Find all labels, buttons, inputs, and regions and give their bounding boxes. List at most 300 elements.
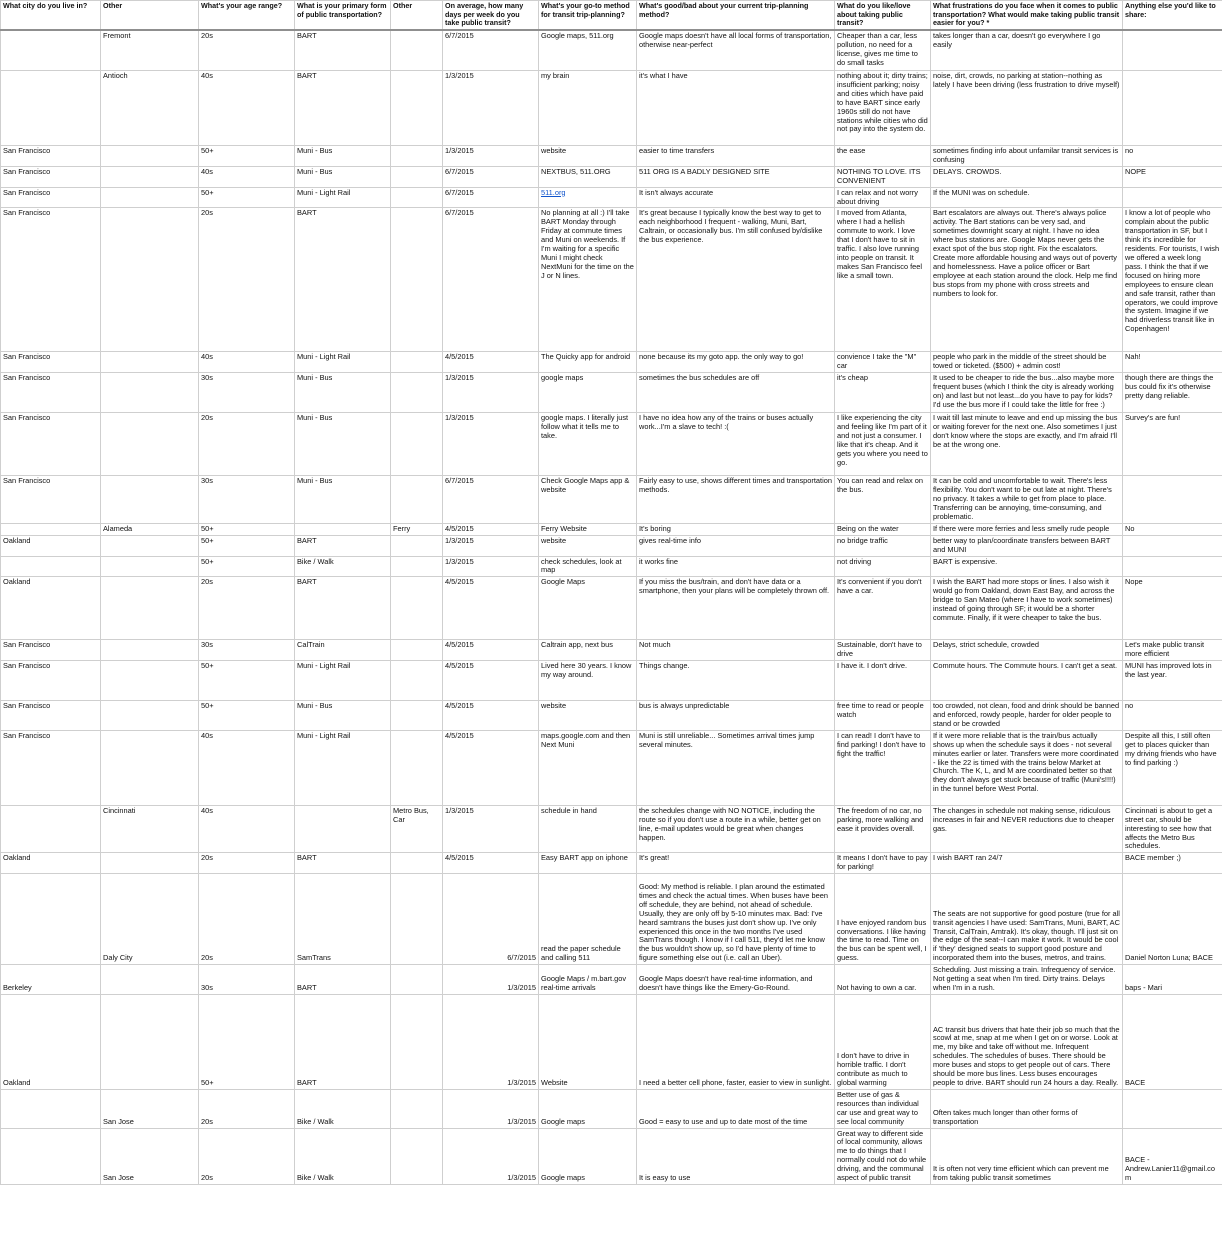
cell-like-love[interactable]: The freedom of no car, no parking, more walking and ease it provides overall. [835, 805, 931, 853]
cell-primary-transport[interactable]: Muni - Light Rail [295, 730, 391, 805]
cell-age-range[interactable]: 50+ [199, 994, 295, 1089]
cell-city-other[interactable] [101, 577, 199, 640]
cell-days-per-week[interactable]: 6/7/2015 [443, 874, 539, 965]
cell-planning-method[interactable]: Google Maps / m.bart.gov real-time arrivals [539, 965, 637, 995]
cell-planning-method[interactable]: schedule in hand [539, 805, 637, 853]
cell-anything-else[interactable] [1123, 187, 1222, 208]
cell-days-per-week[interactable]: 1/3/2015 [443, 146, 539, 167]
cell-primary-transport[interactable]: BART [295, 71, 391, 146]
header-good-bad[interactable]: What's good/bad about your current trip-planning method? [637, 1, 835, 31]
cell-days-per-week[interactable]: 1/3/2015 [443, 1089, 539, 1128]
cell-days-per-week[interactable]: 6/7/2015 [443, 476, 539, 524]
cell-city-other[interactable] [101, 994, 199, 1089]
cell-city-other[interactable] [101, 701, 199, 731]
cell-anything-else[interactable] [1123, 71, 1222, 146]
cell-city[interactable]: San Francisco [1, 476, 101, 524]
header-city-other[interactable]: Other [101, 1, 199, 31]
cell-like-love[interactable]: I have it. I don't drive. [835, 661, 931, 701]
cell-anything-else[interactable]: I know a lot of people who complain about the public transportation in SF, but I think it's incredible for residents. For tourists, I wish we offered a week long pass. I think the that if we focused on hiring more employees to ensure clean and safe transit, rather than operators, we could improve the system. Imagine if we had driverless transit like in Copenhagen! [1123, 208, 1222, 352]
cell-age-range[interactable]: 50+ [199, 661, 295, 701]
cell-age-range[interactable]: 20s [199, 208, 295, 352]
cell-planning-method[interactable]: Google maps, 511.org [539, 30, 637, 71]
cell-planning-method[interactable]: NEXTBUS, 511.ORG [539, 166, 637, 187]
cell-city-other[interactable]: Fremont [101, 30, 199, 71]
cell-planning-method[interactable]: check schedules, look at map [539, 556, 637, 577]
cell-days-per-week[interactable]: 1/3/2015 [443, 556, 539, 577]
cell-city[interactable] [1, 805, 101, 853]
cell-like-love[interactable]: I can read! I don't have to find parking! I don't have to fight the traffic! [835, 730, 931, 805]
table-row [1, 166, 1222, 187]
cell-anything-else[interactable]: no [1123, 146, 1222, 167]
cell-planning-method[interactable]: Google Maps [539, 577, 637, 640]
cell-frustrations[interactable]: If it were more reliable that is the train/bus actually shows up when the schedule says it does - not several minutes earlier or later. Transfers were more coordinated - like the 22 is timed with the trains below Market at Church. The K, L, and M are coordinated better so that they don't always get stuck because of traffic (Muni's!!!!) in the tunnel before West Portal. [931, 730, 1123, 805]
header-row [1, 1, 1222, 31]
cell-primary-transport[interactable]: BART [295, 535, 391, 556]
cell-city-other[interactable] [101, 661, 199, 701]
cell-like-love[interactable]: I moved from Atlanta, where I had a hellish commute to work. I love that I don't have to sit in traffic. I also love running into people on transit. It makes San Francisco feel like a small town. [835, 208, 931, 352]
cell-primary-transport[interactable]: Muni - Bus [295, 701, 391, 731]
cell-planning-method[interactable]: read the paper schedule and calling 511 [539, 874, 637, 965]
cell-like-love[interactable]: Not having to own a car. [835, 965, 931, 995]
cell-city[interactable]: Oakland [1, 994, 101, 1089]
cell-city-other[interactable] [101, 166, 199, 187]
cell-planning-method[interactable]: Website [539, 994, 637, 1089]
cell-city[interactable] [1, 556, 101, 577]
cell-age-range[interactable]: 20s [199, 874, 295, 965]
cell-good-bad[interactable]: 511 ORG IS A BADLY DESIGNED SITE [637, 166, 835, 187]
cell-good-bad[interactable]: easier to time transfers [637, 146, 835, 167]
header-age-range[interactable]: What's your age range? [199, 1, 295, 31]
cell-age-range[interactable]: 50+ [199, 701, 295, 731]
cell-like-love[interactable]: free time to read or people watch [835, 701, 931, 731]
table-row [1, 965, 1222, 995]
cell-age-range[interactable]: 50+ [199, 187, 295, 208]
cell-city-other[interactable] [101, 373, 199, 413]
cell-good-bad[interactable]: none because its my goto app. the only way to go! [637, 352, 835, 373]
cell-city[interactable]: San Francisco [1, 701, 101, 731]
cell-anything-else[interactable] [1123, 30, 1222, 71]
cell-transport-other[interactable] [391, 187, 443, 208]
cell-city[interactable] [1, 30, 101, 71]
cell-city-other[interactable] [101, 187, 199, 208]
cell-good-bad[interactable]: It is easy to use [637, 1128, 835, 1184]
cell-planning-method[interactable]: The Quicky app for android [539, 352, 637, 373]
cell-city[interactable]: San Francisco [1, 166, 101, 187]
cell-city[interactable]: San Francisco [1, 373, 101, 413]
cell-good-bad[interactable]: It's boring [637, 523, 835, 535]
cell-good-bad[interactable]: It's great because I typically know the best way to get to each neighborhood I frequent - walking, Muni, Bart, Caltrain, or occasionally bus. I'm still confused by/dislike the bus experience. [637, 208, 835, 352]
cell-age-range[interactable]: 50+ [199, 556, 295, 577]
cell-age-range[interactable]: 20s [199, 853, 295, 874]
cell-anything-else[interactable]: no [1123, 701, 1222, 731]
cell-days-per-week[interactable]: 1/3/2015 [443, 965, 539, 995]
cell-like-love[interactable]: Cheaper than a car, less pollution, no need for a license, gives me time to do small tasks [835, 30, 931, 71]
cell-transport-other[interactable] [391, 701, 443, 731]
cell-planning-method[interactable]: website [539, 701, 637, 731]
cell-frustrations[interactable]: I wish BART ran 24/7 [931, 853, 1123, 874]
cell-frustrations[interactable]: The changes in schedule not making sense, ridiculous increases in fair and NEVER reductions due to cheaper gas. [931, 805, 1123, 853]
cell-transport-other[interactable] [391, 661, 443, 701]
cell-anything-else[interactable]: BACE member ;) [1123, 853, 1222, 874]
cell-planning-method[interactable]: Caltrain app, next bus [539, 640, 637, 661]
cell-age-range[interactable]: 40s [199, 71, 295, 146]
cell-frustrations[interactable]: I wish the BART had more stops or lines. I also wish it would go from Oakland, down East Bay, and across the bridge to San Mateo (where I have to work sometimes) instead of going through SF; it would be a shorter commute. Finally, if it were cheaper to take the bus. [931, 577, 1123, 640]
cell-anything-else[interactable]: Daniel Norton Luna; BACE [1123, 874, 1222, 965]
cell-frustrations[interactable]: Bart escalators are always out. There's always police activity. The Bart stations can be very sad, and sometimes downright scary at night. I have no idea where bus stations are. Google Maps never gets the exact spot of the bus stop right. Fix the escalators. Create more affordable housing and ways out of poverty and homelessness. Have a police officer or Bart employee at each station around the clock. Help me find bus stops from my phone with cross streets and numbers to look for. [931, 208, 1123, 352]
cell-transport-other[interactable] [391, 71, 443, 146]
cell-days-per-week[interactable]: 6/7/2015 [443, 166, 539, 187]
cell-like-love[interactable]: NOTHING TO LOVE. ITS CONVENIENT [835, 166, 931, 187]
cell-anything-else[interactable]: Nah! [1123, 352, 1222, 373]
cell-primary-transport[interactable]: BART [295, 965, 391, 995]
cell-days-per-week[interactable]: 1/3/2015 [443, 413, 539, 476]
cell-transport-other[interactable] [391, 30, 443, 71]
cell-good-bad[interactable]: the schedules change with NO NOTICE, including the route so if you don't use a route in a while, better get on line, e-mail updates would be great when changes happen. [637, 805, 835, 853]
cell-days-per-week[interactable]: 1/3/2015 [443, 994, 539, 1089]
cell-primary-transport[interactable]: BART [295, 208, 391, 352]
header-days-per-week[interactable]: On average, how many days per week do you take public transit? [443, 1, 539, 31]
cell-good-bad[interactable]: Fairly easy to use, shows different times and transportation methods. [637, 476, 835, 524]
cell-like-love[interactable]: I can relax and not worry about driving [835, 187, 931, 208]
table-row [1, 208, 1222, 352]
cell-primary-transport[interactable]: Muni - Light Rail [295, 187, 391, 208]
cell-primary-transport[interactable]: Muni - Bus [295, 373, 391, 413]
cell-transport-other[interactable] [391, 994, 443, 1089]
cell-transport-other[interactable] [391, 413, 443, 476]
cell-city-other[interactable]: Cincinnati [101, 805, 199, 853]
cell-city[interactable]: San Francisco [1, 413, 101, 476]
cell-city[interactable] [1, 1089, 101, 1128]
cell-anything-else[interactable]: though there are things the bus could fix it's otherwise pretty dang reliable. [1123, 373, 1222, 413]
cell-like-love[interactable]: Great way to different side of local community, allows me to do things that I normally could not do while driving, and the communal aspect of public transit [835, 1128, 931, 1184]
cell-like-love[interactable]: I like experiencing the city and feeling like I'm part of it and not just a consumer. I like that it's cheap. And it gets you where you need to go. [835, 413, 931, 476]
cell-city[interactable]: San Francisco [1, 352, 101, 373]
header-primary-transport[interactable]: What is your primary form of public transportation? [295, 1, 391, 31]
cell-frustrations[interactable]: If there were more ferries and less smelly rude people [931, 523, 1123, 535]
cell-primary-transport[interactable] [295, 805, 391, 853]
cell-primary-transport[interactable]: Muni - Bus [295, 146, 391, 167]
table-row [1, 853, 1222, 874]
cell-anything-else[interactable]: MUNI has improved lots in the last year. [1123, 661, 1222, 701]
cell-like-love[interactable]: nothing about it; dirty trains; insufficient parking; noisy and cities which have paid to have BART since early 1960s still do not have stations while cities who did not pay into the system do. [835, 71, 931, 146]
cell-good-bad[interactable]: Google Maps doesn't have real-time information, and doesn't have things like the Emery-Go-Round. [637, 965, 835, 995]
cell-frustrations[interactable]: noise, dirt, crowds, no parking at station--nothing as lately I have been driving (less frustration to drive myself) [931, 71, 1123, 146]
cell-primary-transport[interactable]: Muni - Bus [295, 413, 391, 476]
header-planning-method[interactable]: What's your go-to method for transit trip-planning? [539, 1, 637, 31]
cell-city[interactable]: San Francisco [1, 146, 101, 167]
cell-primary-transport[interactable]: BART [295, 853, 391, 874]
cell-days-per-week[interactable]: 1/3/2015 [443, 535, 539, 556]
cell-like-love[interactable]: Better use of gas & resources than individual car use and great way to see local community [835, 1089, 931, 1128]
cell-age-range[interactable]: 20s [199, 1128, 295, 1184]
cell-good-bad[interactable]: I have no idea how any of the trains or buses actually work...I'm a slave to tech! :( [637, 413, 835, 476]
cell-city-other[interactable] [101, 640, 199, 661]
cell-city-other[interactable] [101, 965, 199, 995]
cell-good-bad[interactable]: Things change. [637, 661, 835, 701]
cell-frustrations[interactable]: DELAYS. CROWDS. [931, 166, 1123, 187]
cell-city-other[interactable] [101, 146, 199, 167]
cell-city[interactable] [1, 71, 101, 146]
cell-days-per-week[interactable]: 4/5/2015 [443, 661, 539, 701]
cell-primary-transport[interactable]: CalTrain [295, 640, 391, 661]
cell-good-bad[interactable]: It isn't always accurate [637, 187, 835, 208]
cell-age-range[interactable]: 50+ [199, 535, 295, 556]
cell-like-love[interactable]: It's convenient if you don't have a car. [835, 577, 931, 640]
cell-transport-other[interactable] [391, 1128, 443, 1184]
cell-primary-transport[interactable]: Bike / Walk [295, 556, 391, 577]
cell-city-other[interactable] [101, 208, 199, 352]
cell-primary-transport[interactable]: Bike / Walk [295, 1128, 391, 1184]
cell-city-other[interactable]: San Jose [101, 1128, 199, 1184]
cell-city[interactable]: San Francisco [1, 730, 101, 805]
cell-city[interactable]: Oakland [1, 535, 101, 556]
cell-frustrations[interactable]: If the MUNI was on schedule. [931, 187, 1123, 208]
cell-like-love[interactable]: I don't have to drive in horrible traffic. I don't contribute as much to global warming [835, 994, 931, 1089]
cell-planning-method[interactable] [539, 187, 637, 208]
cell-good-bad[interactable]: sometimes the bus schedules are off [637, 373, 835, 413]
cell-anything-else[interactable]: baps - Mari [1123, 965, 1222, 995]
cell-planning-method[interactable]: website [539, 535, 637, 556]
cell-primary-transport[interactable] [295, 523, 391, 535]
cell-good-bad[interactable]: it works fine [637, 556, 835, 577]
header-frustrations[interactable]: What frustrations do you face when it comes to public transportation? What would make taking public transit easier for you? * [931, 1, 1123, 31]
cell-primary-transport[interactable]: Muni - Bus [295, 476, 391, 524]
cell-age-range[interactable]: 30s [199, 476, 295, 524]
cell-city[interactable]: San Francisco [1, 208, 101, 352]
cell-planning-method[interactable]: Google maps [539, 1128, 637, 1184]
cell-anything-else[interactable]: No [1123, 523, 1222, 535]
cell-days-per-week[interactable]: 1/3/2015 [443, 1128, 539, 1184]
cell-transport-other[interactable] [391, 476, 443, 524]
cell-age-range[interactable]: 20s [199, 1089, 295, 1128]
cell-transport-other[interactable] [391, 556, 443, 577]
cell-planning-method[interactable]: maps.google.com and then Next Muni [539, 730, 637, 805]
cell-age-range[interactable]: 40s [199, 166, 295, 187]
cell-age-range[interactable]: 30s [199, 965, 295, 995]
cell-city[interactable]: San Francisco [1, 640, 101, 661]
cell-transport-other[interactable] [391, 640, 443, 661]
cell-days-per-week[interactable]: 4/5/2015 [443, 853, 539, 874]
cell-frustrations[interactable]: It can be cold and uncomfortable to wait. There's less flexibility. You don't want to be out late at night. There's no privacy. It takes a while to get from place to place. Transferring can be annoying, time-consuming, and problematic. [931, 476, 1123, 524]
cell-city[interactable]: Berkeley [1, 965, 101, 995]
cell-transport-other[interactable] [391, 874, 443, 965]
cell-city-other[interactable]: Antioch [101, 71, 199, 146]
cell-anything-else[interactable] [1123, 476, 1222, 524]
cell-transport-other[interactable] [391, 1089, 443, 1128]
cell-days-per-week[interactable]: 4/5/2015 [443, 701, 539, 731]
cell-primary-transport[interactable]: BART [295, 30, 391, 71]
cell-days-per-week[interactable]: 4/5/2015 [443, 730, 539, 805]
cell-frustrations[interactable]: It is often not very time efficient which can prevent me from taking public transit sometimes [931, 1128, 1123, 1184]
cell-age-range[interactable]: 40s [199, 805, 295, 853]
cell-age-range[interactable]: 50+ [199, 523, 295, 535]
cell-age-range[interactable]: 40s [199, 352, 295, 373]
cell-primary-transport[interactable]: Muni - Bus [295, 166, 391, 187]
cell-primary-transport[interactable]: SamTrans [295, 874, 391, 965]
cell-days-per-week[interactable]: 6/7/2015 [443, 208, 539, 352]
cell-anything-else[interactable] [1123, 1089, 1222, 1128]
cell-frustrations[interactable]: Often takes much longer than other forms of transportation [931, 1089, 1123, 1128]
cell-planning-method[interactable]: website [539, 146, 637, 167]
cell-city[interactable]: San Francisco [1, 187, 101, 208]
cell-good-bad[interactable]: Muni is still unreliable... Sometimes arrival times jump several minutes. [637, 730, 835, 805]
header-like-love[interactable]: What do you like/love about taking public transit? [835, 1, 931, 31]
cell-city-other[interactable] [101, 853, 199, 874]
table-row [1, 352, 1222, 373]
cell-like-love[interactable]: It means I don't have to pay for parking! [835, 853, 931, 874]
cell-days-per-week[interactable]: 6/7/2015 [443, 187, 539, 208]
cell-transport-other[interactable] [391, 146, 443, 167]
cell-anything-else[interactable]: NOPE [1123, 166, 1222, 187]
cell-primary-transport[interactable]: Muni - Light Rail [295, 661, 391, 701]
cell-good-bad[interactable]: It's great! [637, 853, 835, 874]
cell-age-range[interactable]: 30s [199, 373, 295, 413]
cell-anything-else[interactable] [1123, 535, 1222, 556]
cell-good-bad[interactable]: Good: My method is reliable. I plan around the estimated times and check the actual times. When buses have been off schedule, they are behind, not ahead of schedule. Usually, they are only off by 5-10 minutes max. Bad: I've heard samtrans the buses just don't show up. I've only experienced this once in the two months I've used SamTrans though. I know if I call 511, they'd let me know the bus wouldn't show up, so I'd have plenty of time to figure something else out (i.e. call an Uber). [637, 874, 835, 965]
cell-like-love[interactable]: the ease [835, 146, 931, 167]
cell-like-love[interactable]: convience I take the "M" car [835, 352, 931, 373]
cell-frustrations[interactable]: AC transit bus drivers that hate their job so much that the scowl at me, snap at me when I get on or worse. Look at me, my bike and take off without me. Infrequent schedules. The schedules of buses. There should be more buses and stops to get people out of cars. There should be more bus lines. Less buses encourages people to drive. BART should run 24 hours a day. Really. [931, 994, 1123, 1089]
cell-frustrations[interactable]: too crowded, not clean, food and drink should be banned and enforced, rowdy people, harder for older people to stand or be crowded [931, 701, 1123, 731]
cell-city-other[interactable]: San Jose [101, 1089, 199, 1128]
cell-days-per-week[interactable]: 1/3/2015 [443, 805, 539, 853]
cell-frustrations[interactable]: The seats are not supportive for good posture (true for all transit agencies I have used: SamTrans, Muni, BART, AC Transit, CalTrain, Amtrak). It's okay, though. I'll just sit on the edge of the seat--I can make it work. It would be cool if 'they' designed seats to support good posture and incorporated them into the buses, metros, and trains. [931, 874, 1123, 965]
cell-days-per-week[interactable]: 4/5/2015 [443, 523, 539, 535]
cell-frustrations[interactable]: better way to plan/coordinate transfers between BART and MUNI [931, 535, 1123, 556]
cell-good-bad[interactable]: Good = easy to use and up to date most of the time [637, 1089, 835, 1128]
cell-age-range[interactable]: 20s [199, 30, 295, 71]
cell-good-bad[interactable]: If you miss the bus/train, and don't have data or a smartphone, then your plans will be completely thrown off. [637, 577, 835, 640]
cell-like-love[interactable]: it's cheap [835, 373, 931, 413]
table-row [1, 71, 1222, 146]
cell-frustrations[interactable]: Delays, strict schedule, crowded [931, 640, 1123, 661]
cell-transport-other[interactable]: Metro Bus, Car [391, 805, 443, 853]
cell-frustrations[interactable]: takes longer than a car, doesn't go everywhere I go easily [931, 30, 1123, 71]
cell-frustrations[interactable]: Scheduling. Just missing a train. Infrequency of service. Not getting a seat when I'm tired. Dirty trains. Delays when I'm in a rush. [931, 965, 1123, 995]
cell-good-bad[interactable]: Google maps doesn't have all local forms of transportation, otherwise near-perfect [637, 30, 835, 71]
cell-age-range[interactable]: 20s [199, 413, 295, 476]
cell-city[interactable]: Oakland [1, 577, 101, 640]
cell-frustrations[interactable]: people who park in the middle of the street should be towed or ticketed. ($500) + admin cost! [931, 352, 1123, 373]
cell-city-other[interactable] [101, 352, 199, 373]
cell-days-per-week[interactable]: 1/3/2015 [443, 71, 539, 146]
cell-days-per-week[interactable]: 1/3/2015 [443, 373, 539, 413]
table-row [1, 577, 1222, 640]
table-row [1, 535, 1222, 556]
cell-like-love[interactable]: not driving [835, 556, 931, 577]
cell-frustrations[interactable]: sometimes finding info about unfamilar transit services is confusing [931, 146, 1123, 167]
cell-primary-transport[interactable]: BART [295, 577, 391, 640]
cell-city[interactable] [1, 1128, 101, 1184]
cell-transport-other[interactable]: Ferry [391, 523, 443, 535]
cell-frustrations[interactable]: I wait till last minute to leave and end up missing the bus or waiting forever for the next one. Also sometimes I just don't know where the stops are exactly, and I'm afraid I'll be at the wrong one. [931, 413, 1123, 476]
header-city[interactable]: What city do you live in? [1, 1, 101, 31]
table-row [1, 523, 1222, 535]
cell-planning-method[interactable]: Lived here 30 years. I know my way around. [539, 661, 637, 701]
cell-transport-other[interactable] [391, 535, 443, 556]
cell-planning-method[interactable]: Google maps [539, 1089, 637, 1128]
cell-transport-other[interactable] [391, 577, 443, 640]
cell-city-other[interactable]: Alameda [101, 523, 199, 535]
cell-good-bad[interactable]: I need a better cell phone, faster, easier to view in sunlight. [637, 994, 835, 1089]
cell-planning-method[interactable]: Easy BART app on iphone [539, 853, 637, 874]
cell-days-per-week[interactable]: 4/5/2015 [443, 640, 539, 661]
cell-age-range[interactable]: 30s [199, 640, 295, 661]
cell-planning-method[interactable]: Check Google Maps app & website [539, 476, 637, 524]
cell-like-love[interactable]: You can read and relax on the bus. [835, 476, 931, 524]
cell-days-per-week[interactable]: 6/7/2015 [443, 30, 539, 71]
cell-anything-else[interactable] [1123, 556, 1222, 577]
cell-anything-else[interactable]: Let's make public transit more efficient [1123, 640, 1222, 661]
cell-city[interactable] [1, 523, 101, 535]
table-row [1, 187, 1222, 208]
cell-good-bad[interactable]: it's what I have [637, 71, 835, 146]
cell-city[interactable]: San Francisco [1, 661, 101, 701]
cell-planning-method[interactable]: google maps. I literally just follow what it tells me to take. [539, 413, 637, 476]
cell-primary-transport[interactable]: Bike / Walk [295, 1089, 391, 1128]
cell-city-other[interactable] [101, 556, 199, 577]
cell-frustrations[interactable]: Commute hours. The Commute hours. I can't get a seat. [931, 661, 1123, 701]
cell-like-love[interactable]: no bridge traffic [835, 535, 931, 556]
cell-good-bad[interactable]: bus is always unpredictable [637, 701, 835, 731]
cell-like-love[interactable]: Sustainable, don't have to drive [835, 640, 931, 661]
cell-like-love[interactable]: Being on the water [835, 523, 931, 535]
cell-anything-else[interactable]: Nope [1123, 577, 1222, 640]
table-row [1, 556, 1222, 577]
cell-transport-other[interactable] [391, 853, 443, 874]
cell-anything-else[interactable]: BACE - Andrew.Lanier11@gmail.com [1123, 1128, 1222, 1184]
cell-frustrations[interactable]: BART is expensive. [931, 556, 1123, 577]
table-row [1, 413, 1222, 476]
cell-transport-other[interactable] [391, 730, 443, 805]
cell-planning-method[interactable]: my brain [539, 71, 637, 146]
header-transport-other[interactable]: Other [391, 1, 443, 31]
cell-days-per-week[interactable]: 4/5/2015 [443, 577, 539, 640]
cell-transport-other[interactable] [391, 352, 443, 373]
cell-planning-method[interactable]: Ferry Website [539, 523, 637, 535]
cell-city[interactable]: Oakland [1, 853, 101, 874]
cell-city-other[interactable] [101, 730, 199, 805]
cell-days-per-week[interactable]: 4/5/2015 [443, 352, 539, 373]
cell-age-range[interactable]: 40s [199, 730, 295, 805]
cell-transport-other[interactable] [391, 373, 443, 413]
cell-good-bad[interactable]: gives real-time info [637, 535, 835, 556]
cell-city[interactable] [1, 874, 101, 965]
cell-like-love[interactable]: I have enjoyed random bus conversations. I like having the time to read. Time on the bus can be spent well, I guess. [835, 874, 931, 965]
cell-anything-else[interactable]: Cincinnati is about to get a street car, should be interesting to see how that affects the Metro Bus schedules. [1123, 805, 1222, 853]
cell-primary-transport[interactable]: Muni - Light Rail [295, 352, 391, 373]
cell-anything-else[interactable]: Survey's are fun! [1123, 413, 1222, 476]
cell-city-other[interactable] [101, 535, 199, 556]
cell-planning-method[interactable]: No planning at all :) I'll take BART Monday through Friday at commute times and Muni on weekends. If I'm waiting for a specific Muni I might check NextMuni for the time on the J or N lines. [539, 208, 637, 352]
cell-anything-else[interactable]: BACE [1123, 994, 1222, 1089]
header-anything-else[interactable]: Anything else you'd like to share: [1123, 1, 1222, 31]
cell-planning-method[interactable]: google maps [539, 373, 637, 413]
cell-city-other[interactable] [101, 413, 199, 476]
cell-frustrations[interactable]: It used to be cheaper to ride the bus...also maybe more frequent buses (which I think the city is already working on) and last but not least...do you have to pay for kids? I'd use the bus more if I could take the little for free :) [931, 373, 1123, 413]
cell-transport-other[interactable] [391, 208, 443, 352]
cell-anything-else[interactable]: Despite all this, I still often get to places quicker than my driving friends who have to find parking :) [1123, 730, 1222, 805]
cell-transport-other[interactable] [391, 965, 443, 995]
cell-city-other[interactable] [101, 476, 199, 524]
cell-transport-other[interactable] [391, 166, 443, 187]
cell-city-other[interactable]: Daly City [101, 874, 199, 965]
cell-age-range[interactable]: 20s [199, 577, 295, 640]
cell-primary-transport[interactable]: BART [295, 994, 391, 1089]
cell-good-bad[interactable]: Not much [637, 640, 835, 661]
cell-age-range[interactable]: 50+ [199, 146, 295, 167]
planning-method-link[interactable]: 511.org [541, 187, 566, 197]
